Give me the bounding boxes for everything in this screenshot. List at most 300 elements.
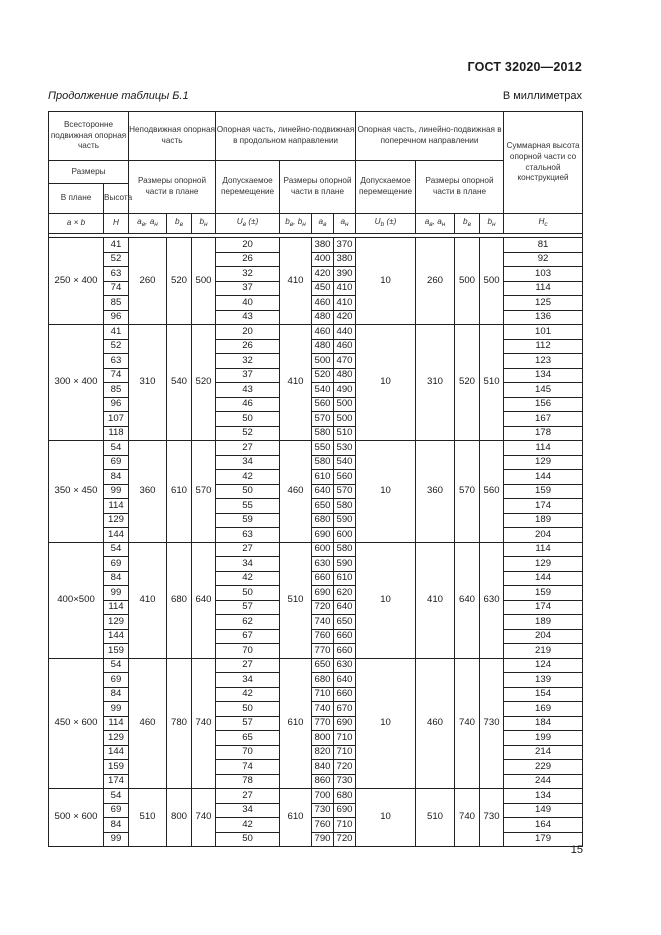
symbol-hc: $H_c$ xyxy=(504,214,583,234)
cell-long-move: 37 xyxy=(216,281,280,296)
cell-long-av: 580 xyxy=(312,426,334,441)
cell-trans-move: 10 xyxy=(356,542,416,658)
cell-long-an: 500 xyxy=(334,412,356,427)
cell-long-move: 20 xyxy=(216,238,280,253)
cell-trans-bv: 500 xyxy=(455,238,480,325)
cell-long-av: 570 xyxy=(312,412,334,427)
cell-long-an: 640 xyxy=(334,600,356,615)
header-fixed: Неподвижная опорная часть xyxy=(129,112,216,161)
cell-long-an: 590 xyxy=(334,513,356,528)
cell-total-height: 178 xyxy=(504,426,583,441)
cell-trans-bv: 640 xyxy=(455,542,480,658)
cell-total-height: 125 xyxy=(504,296,583,311)
cell-long-av: 690 xyxy=(312,528,334,543)
cell-long-an: 490 xyxy=(334,383,356,398)
cell-total-height: 123 xyxy=(504,354,583,369)
cell-long-an: 680 xyxy=(334,789,356,804)
cell-total-height: 184 xyxy=(504,716,583,731)
cell-height: 96 xyxy=(104,397,129,412)
header-fixed-sizes: Размеры опорной части в плане xyxy=(129,161,216,214)
cell-trans-bv: 740 xyxy=(455,789,480,847)
cell-fixed-bn: 740 xyxy=(192,658,216,789)
cell-long-move: 40 xyxy=(216,296,280,311)
cell-long-av: 460 xyxy=(312,296,334,311)
cell-long-an: 410 xyxy=(334,281,356,296)
cell-long-av: 480 xyxy=(312,310,334,325)
cell-long-move: 37 xyxy=(216,368,280,383)
cell-fixed-bv: 520 xyxy=(167,238,192,325)
cell-trans-a: 260 xyxy=(416,238,455,325)
cell-height: 69 xyxy=(104,455,129,470)
cell-total-height: 199 xyxy=(504,731,583,746)
cell-long-move: 50 xyxy=(216,832,280,847)
cell-long-an: 380 xyxy=(334,252,356,267)
cell-fixed-a: 310 xyxy=(129,325,167,441)
cell-fixed-bv: 800 xyxy=(167,789,192,847)
cell-long-an: 610 xyxy=(334,571,356,586)
cell-long-move: 62 xyxy=(216,615,280,630)
cell-long-move: 34 xyxy=(216,673,280,688)
cell-height: 85 xyxy=(104,383,129,398)
cell-total-height: 149 xyxy=(504,803,583,818)
cell-long-an: 590 xyxy=(334,557,356,572)
cell-long-av: 650 xyxy=(312,499,334,514)
table-row xyxy=(49,658,583,673)
cell-long-an: 440 xyxy=(334,325,356,340)
cell-trans-move: 10 xyxy=(356,658,416,789)
cell-height: 84 xyxy=(104,687,129,702)
cell-height: 99 xyxy=(104,702,129,717)
cell-long-move: 70 xyxy=(216,745,280,760)
symbol-axb: a × b xyxy=(49,214,104,234)
cell-trans-bn: 500 xyxy=(480,238,504,325)
cell-long-av: 730 xyxy=(312,803,334,818)
cell-long-av: 560 xyxy=(312,397,334,412)
table-row xyxy=(49,789,583,804)
cell-fixed-a: 360 xyxy=(129,441,167,543)
cell-long-move: 20 xyxy=(216,325,280,340)
cell-height: 99 xyxy=(104,832,129,847)
cell-long-b: 610 xyxy=(280,789,312,847)
cell-long-move: 52 xyxy=(216,426,280,441)
cell-total-height: 103 xyxy=(504,267,583,282)
cell-long-an: 690 xyxy=(334,803,356,818)
cell-plan-size: 300 × 400 xyxy=(49,325,104,441)
cell-total-height: 144 xyxy=(504,571,583,586)
cell-trans-bn: 510 xyxy=(480,325,504,441)
cell-total-height: 144 xyxy=(504,470,583,485)
cell-long-move: 27 xyxy=(216,542,280,557)
table-body xyxy=(49,238,583,847)
cell-height: 54 xyxy=(104,658,129,673)
cell-total-height: 244 xyxy=(504,774,583,789)
cell-trans-move: 10 xyxy=(356,325,416,441)
cell-total-height: 129 xyxy=(504,455,583,470)
cell-trans-a: 310 xyxy=(416,325,455,441)
cell-long-move: 59 xyxy=(216,513,280,528)
cell-trans-move: 10 xyxy=(356,441,416,543)
cell-long-an: 660 xyxy=(334,644,356,659)
cell-long-av: 400 xyxy=(312,252,334,267)
cell-long-av: 820 xyxy=(312,745,334,760)
cell-long-move: 27 xyxy=(216,658,280,673)
cell-long-an: 370 xyxy=(334,238,356,253)
cell-total-height: 164 xyxy=(504,818,583,833)
cell-total-height: 204 xyxy=(504,528,583,543)
table-row xyxy=(49,325,583,340)
cell-long-b: 410 xyxy=(280,238,312,325)
cell-height: 129 xyxy=(104,615,129,630)
cell-height: 144 xyxy=(104,629,129,644)
cell-trans-bn: 560 xyxy=(480,441,504,543)
cell-long-move: 55 xyxy=(216,499,280,514)
symbol-bn-trans: $b_н$ xyxy=(480,214,504,234)
cell-total-height: 112 xyxy=(504,339,583,354)
cell-fixed-bv: 680 xyxy=(167,542,192,658)
table-row xyxy=(49,238,583,253)
cell-long-move: 34 xyxy=(216,557,280,572)
symbol-h: H xyxy=(104,214,129,234)
cell-long-move: 50 xyxy=(216,484,280,499)
cell-trans-a: 360 xyxy=(416,441,455,543)
cell-long-av: 450 xyxy=(312,281,334,296)
header-all-direction: Всесторонне подвижная опорная часть xyxy=(49,112,129,161)
cell-height: 114 xyxy=(104,716,129,731)
cell-long-an: 710 xyxy=(334,818,356,833)
cell-fixed-bn: 520 xyxy=(192,325,216,441)
cell-total-height: 124 xyxy=(504,658,583,673)
cell-long-move: 50 xyxy=(216,586,280,601)
cell-long-an: 640 xyxy=(334,673,356,688)
cell-height: 114 xyxy=(104,499,129,514)
symbol-b-long: $b_в$, $b_н$ xyxy=(280,214,312,234)
symbol-a-trans: $a_в$, $a_н$ xyxy=(416,214,455,234)
cell-long-an: 470 xyxy=(334,354,356,369)
cell-long-av: 760 xyxy=(312,629,334,644)
cell-height: 114 xyxy=(104,600,129,615)
cell-long-an: 660 xyxy=(334,629,356,644)
cell-trans-bv: 740 xyxy=(455,658,480,789)
cell-total-height: 114 xyxy=(504,281,583,296)
cell-height: 54 xyxy=(104,789,129,804)
cell-long-move: 67 xyxy=(216,629,280,644)
cell-long-av: 680 xyxy=(312,673,334,688)
cell-long-av: 860 xyxy=(312,774,334,789)
cell-total-height: 219 xyxy=(504,644,583,659)
cell-total-height: 114 xyxy=(504,542,583,557)
cell-total-height: 189 xyxy=(504,615,583,630)
cell-height: 174 xyxy=(104,774,129,789)
header-long-sizes: Размеры опорной части в плане xyxy=(280,161,356,214)
cell-long-av: 500 xyxy=(312,354,334,369)
cell-long-an: 510 xyxy=(334,426,356,441)
cell-long-av: 740 xyxy=(312,615,334,630)
cell-long-move: 63 xyxy=(216,528,280,543)
cell-long-an: 500 xyxy=(334,397,356,412)
cell-long-av: 840 xyxy=(312,760,334,775)
cell-total-height: 154 xyxy=(504,687,583,702)
cell-long-b: 410 xyxy=(280,325,312,441)
header-transverse: Опорная часть, линейно-подвижная в поперечном направлении xyxy=(356,112,504,161)
cell-total-height: 92 xyxy=(504,252,583,267)
cell-fixed-bn: 500 xyxy=(192,238,216,325)
cell-long-move: 26 xyxy=(216,339,280,354)
cell-long-move: 50 xyxy=(216,412,280,427)
cell-long-move: 65 xyxy=(216,731,280,746)
cell-long-move: 46 xyxy=(216,397,280,412)
cell-plan-size: 250 × 400 xyxy=(49,238,104,325)
cell-total-height: 174 xyxy=(504,600,583,615)
cell-height: 63 xyxy=(104,354,129,369)
cell-height: 54 xyxy=(104,542,129,557)
cell-height: 63 xyxy=(104,267,129,282)
bearing-dimensions-table xyxy=(48,111,583,847)
cell-height: 99 xyxy=(104,586,129,601)
cell-long-av: 680 xyxy=(312,513,334,528)
cell-total-height: 139 xyxy=(504,673,583,688)
cell-trans-move: 10 xyxy=(356,238,416,325)
cell-plan-size: 450 × 600 xyxy=(49,658,104,789)
cell-height: 159 xyxy=(104,644,129,659)
symbol-u-trans: $U_b$ (±) xyxy=(356,214,416,234)
cell-height: 74 xyxy=(104,281,129,296)
cell-height: 74 xyxy=(104,368,129,383)
cell-total-height: 145 xyxy=(504,383,583,398)
cell-total-height: 189 xyxy=(504,513,583,528)
cell-long-move: 27 xyxy=(216,789,280,804)
cell-long-av: 460 xyxy=(312,325,334,340)
symbol-bv-fixed: $b_в$ xyxy=(167,214,192,234)
cell-long-an: 690 xyxy=(334,716,356,731)
cell-long-an: 710 xyxy=(334,745,356,760)
cell-long-an: 580 xyxy=(334,499,356,514)
cell-fixed-bv: 540 xyxy=(167,325,192,441)
cell-trans-bn: 630 xyxy=(480,542,504,658)
cell-long-an: 670 xyxy=(334,702,356,717)
cell-height: 84 xyxy=(104,470,129,485)
cell-long-av: 540 xyxy=(312,383,334,398)
table-row xyxy=(49,542,583,557)
cell-fixed-bn: 740 xyxy=(192,789,216,847)
cell-total-height: 81 xyxy=(504,238,583,253)
cell-total-height: 136 xyxy=(504,310,583,325)
cell-long-an: 660 xyxy=(334,687,356,702)
cell-height: 85 xyxy=(104,296,129,311)
cell-height: 96 xyxy=(104,310,129,325)
cell-long-av: 710 xyxy=(312,687,334,702)
symbol-an-long: $a_н$ xyxy=(334,214,356,234)
cell-long-move: 42 xyxy=(216,818,280,833)
cell-total-height: 169 xyxy=(504,702,583,717)
cell-long-move: 32 xyxy=(216,354,280,369)
cell-long-an: 650 xyxy=(334,615,356,630)
cell-fixed-a: 260 xyxy=(129,238,167,325)
cell-height: 99 xyxy=(104,484,129,499)
cell-long-av: 600 xyxy=(312,542,334,557)
header-total-height: Суммарная высота опорной части со стальной конструкцией xyxy=(504,112,583,214)
cell-plan-size: 350 × 450 xyxy=(49,441,104,543)
cell-trans-a: 510 xyxy=(416,789,455,847)
cell-total-height: 159 xyxy=(504,586,583,601)
cell-long-av: 770 xyxy=(312,644,334,659)
symbol-bv-trans: $b_в$ xyxy=(455,214,480,234)
cell-long-an: 570 xyxy=(334,484,356,499)
cell-long-av: 650 xyxy=(312,658,334,673)
cell-plan-size: 500 × 600 xyxy=(49,789,104,847)
page-number: 15 xyxy=(570,844,583,856)
cell-long-an: 390 xyxy=(334,267,356,282)
cell-long-move: 43 xyxy=(216,310,280,325)
cell-height: 84 xyxy=(104,571,129,586)
symbol-a-fixed: $a_в$, $a_н$ xyxy=(129,214,167,234)
cell-long-av: 380 xyxy=(312,238,334,253)
cell-long-av: 740 xyxy=(312,702,334,717)
cell-height: 129 xyxy=(104,731,129,746)
cell-long-av: 790 xyxy=(312,832,334,847)
cell-long-av: 770 xyxy=(312,716,334,731)
cell-height: 41 xyxy=(104,238,129,253)
cell-trans-bn: 730 xyxy=(480,789,504,847)
cell-height: 54 xyxy=(104,441,129,456)
cell-long-av: 640 xyxy=(312,484,334,499)
cell-long-move: 74 xyxy=(216,760,280,775)
cell-total-height: 174 xyxy=(504,499,583,514)
cell-total-height: 159 xyxy=(504,484,583,499)
cell-total-height: 156 xyxy=(504,397,583,412)
cell-long-an: 600 xyxy=(334,528,356,543)
cell-long-move: 43 xyxy=(216,383,280,398)
table-row xyxy=(49,441,583,456)
cell-long-av: 610 xyxy=(312,470,334,485)
header-trans-sizes: Размеры опорной части в плане xyxy=(416,161,504,214)
cell-total-height: 214 xyxy=(504,745,583,760)
cell-total-height: 167 xyxy=(504,412,583,427)
cell-long-av: 720 xyxy=(312,600,334,615)
cell-height: 69 xyxy=(104,557,129,572)
header-trans-move: Допускаемое перемещение xyxy=(356,161,416,214)
cell-long-an: 620 xyxy=(334,586,356,601)
cell-height: 107 xyxy=(104,412,129,427)
cell-fixed-bn: 570 xyxy=(192,441,216,543)
cell-total-height: 134 xyxy=(504,789,583,804)
cell-total-height: 229 xyxy=(504,760,583,775)
cell-long-move: 27 xyxy=(216,441,280,456)
cell-height: 52 xyxy=(104,252,129,267)
cell-trans-a: 460 xyxy=(416,658,455,789)
cell-long-move: 42 xyxy=(216,687,280,702)
symbol-bn-fixed: $b_н$ xyxy=(192,214,216,234)
cell-long-av: 800 xyxy=(312,731,334,746)
header-sizes: Размеры xyxy=(49,161,129,184)
cell-height: 69 xyxy=(104,803,129,818)
cell-fixed-a: 410 xyxy=(129,542,167,658)
cell-long-av: 580 xyxy=(312,455,334,470)
cell-long-an: 560 xyxy=(334,470,356,485)
cell-long-move: 32 xyxy=(216,267,280,282)
symbol-u-long: $U_в$ (±) xyxy=(216,214,280,234)
cell-long-an: 420 xyxy=(334,310,356,325)
cell-height: 159 xyxy=(104,760,129,775)
cell-fixed-bv: 610 xyxy=(167,441,192,543)
cell-long-an: 720 xyxy=(334,760,356,775)
cell-long-an: 630 xyxy=(334,658,356,673)
cell-long-av: 700 xyxy=(312,789,334,804)
cell-trans-bn: 730 xyxy=(480,658,504,789)
cell-total-height: 179 xyxy=(504,832,583,847)
cell-long-move: 78 xyxy=(216,774,280,789)
cell-long-move: 34 xyxy=(216,455,280,470)
cell-long-av: 760 xyxy=(312,818,334,833)
cell-trans-bv: 520 xyxy=(455,325,480,441)
header-long-move: Допускаемое перемещение xyxy=(216,161,280,214)
cell-height: 52 xyxy=(104,339,129,354)
cell-long-move: 34 xyxy=(216,803,280,818)
cell-fixed-bn: 640 xyxy=(192,542,216,658)
cell-long-b: 460 xyxy=(280,441,312,543)
cell-trans-move: 10 xyxy=(356,789,416,847)
cell-long-av: 520 xyxy=(312,368,334,383)
header-in-plan: В плане xyxy=(49,184,104,214)
cell-long-an: 710 xyxy=(334,731,356,746)
cell-total-height: 129 xyxy=(504,557,583,572)
cell-long-an: 730 xyxy=(334,774,356,789)
cell-long-move: 42 xyxy=(216,571,280,586)
cell-long-an: 540 xyxy=(334,455,356,470)
cell-long-an: 460 xyxy=(334,339,356,354)
cell-fixed-bv: 780 xyxy=(167,658,192,789)
cell-fixed-a: 510 xyxy=(129,789,167,847)
cell-trans-a: 410 xyxy=(416,542,455,658)
cell-total-height: 101 xyxy=(504,325,583,340)
cell-plan-size: 400×500 xyxy=(49,542,104,658)
cell-long-move: 50 xyxy=(216,702,280,717)
cell-height: 84 xyxy=(104,818,129,833)
cell-long-av: 550 xyxy=(312,441,334,456)
cell-long-move: 42 xyxy=(216,470,280,485)
cell-height: 41 xyxy=(104,325,129,340)
cell-height: 129 xyxy=(104,513,129,528)
cell-long-av: 420 xyxy=(312,267,334,282)
document-code: ГОСТ 32020—2012 xyxy=(467,60,582,74)
cell-height: 144 xyxy=(104,745,129,760)
cell-long-av: 630 xyxy=(312,557,334,572)
header-height: Высота xyxy=(104,184,129,214)
cell-long-av: 480 xyxy=(312,339,334,354)
cell-long-an: 580 xyxy=(334,542,356,557)
cell-long-move: 26 xyxy=(216,252,280,267)
cell-fixed-a: 460 xyxy=(129,658,167,789)
cell-long-an: 480 xyxy=(334,368,356,383)
cell-trans-bv: 570 xyxy=(455,441,480,543)
cell-long-av: 660 xyxy=(312,571,334,586)
cell-total-height: 204 xyxy=(504,629,583,644)
units-caption: В миллиметрах xyxy=(502,90,582,102)
cell-total-height: 114 xyxy=(504,441,583,456)
cell-long-an: 720 xyxy=(334,832,356,847)
cell-long-av: 690 xyxy=(312,586,334,601)
cell-long-an: 410 xyxy=(334,296,356,311)
cell-total-height: 134 xyxy=(504,368,583,383)
cell-height: 118 xyxy=(104,426,129,441)
cell-height: 144 xyxy=(104,528,129,543)
cell-long-an: 530 xyxy=(334,441,356,456)
header-longitudinal: Опорная часть, линейно-подвижная в продольном направлении xyxy=(216,112,356,161)
cell-long-move: 57 xyxy=(216,716,280,731)
cell-long-move: 57 xyxy=(216,600,280,615)
table-continuation-caption: Продолжение таблицы Б.1 xyxy=(48,90,189,102)
cell-long-b: 610 xyxy=(280,658,312,789)
cell-height: 69 xyxy=(104,673,129,688)
